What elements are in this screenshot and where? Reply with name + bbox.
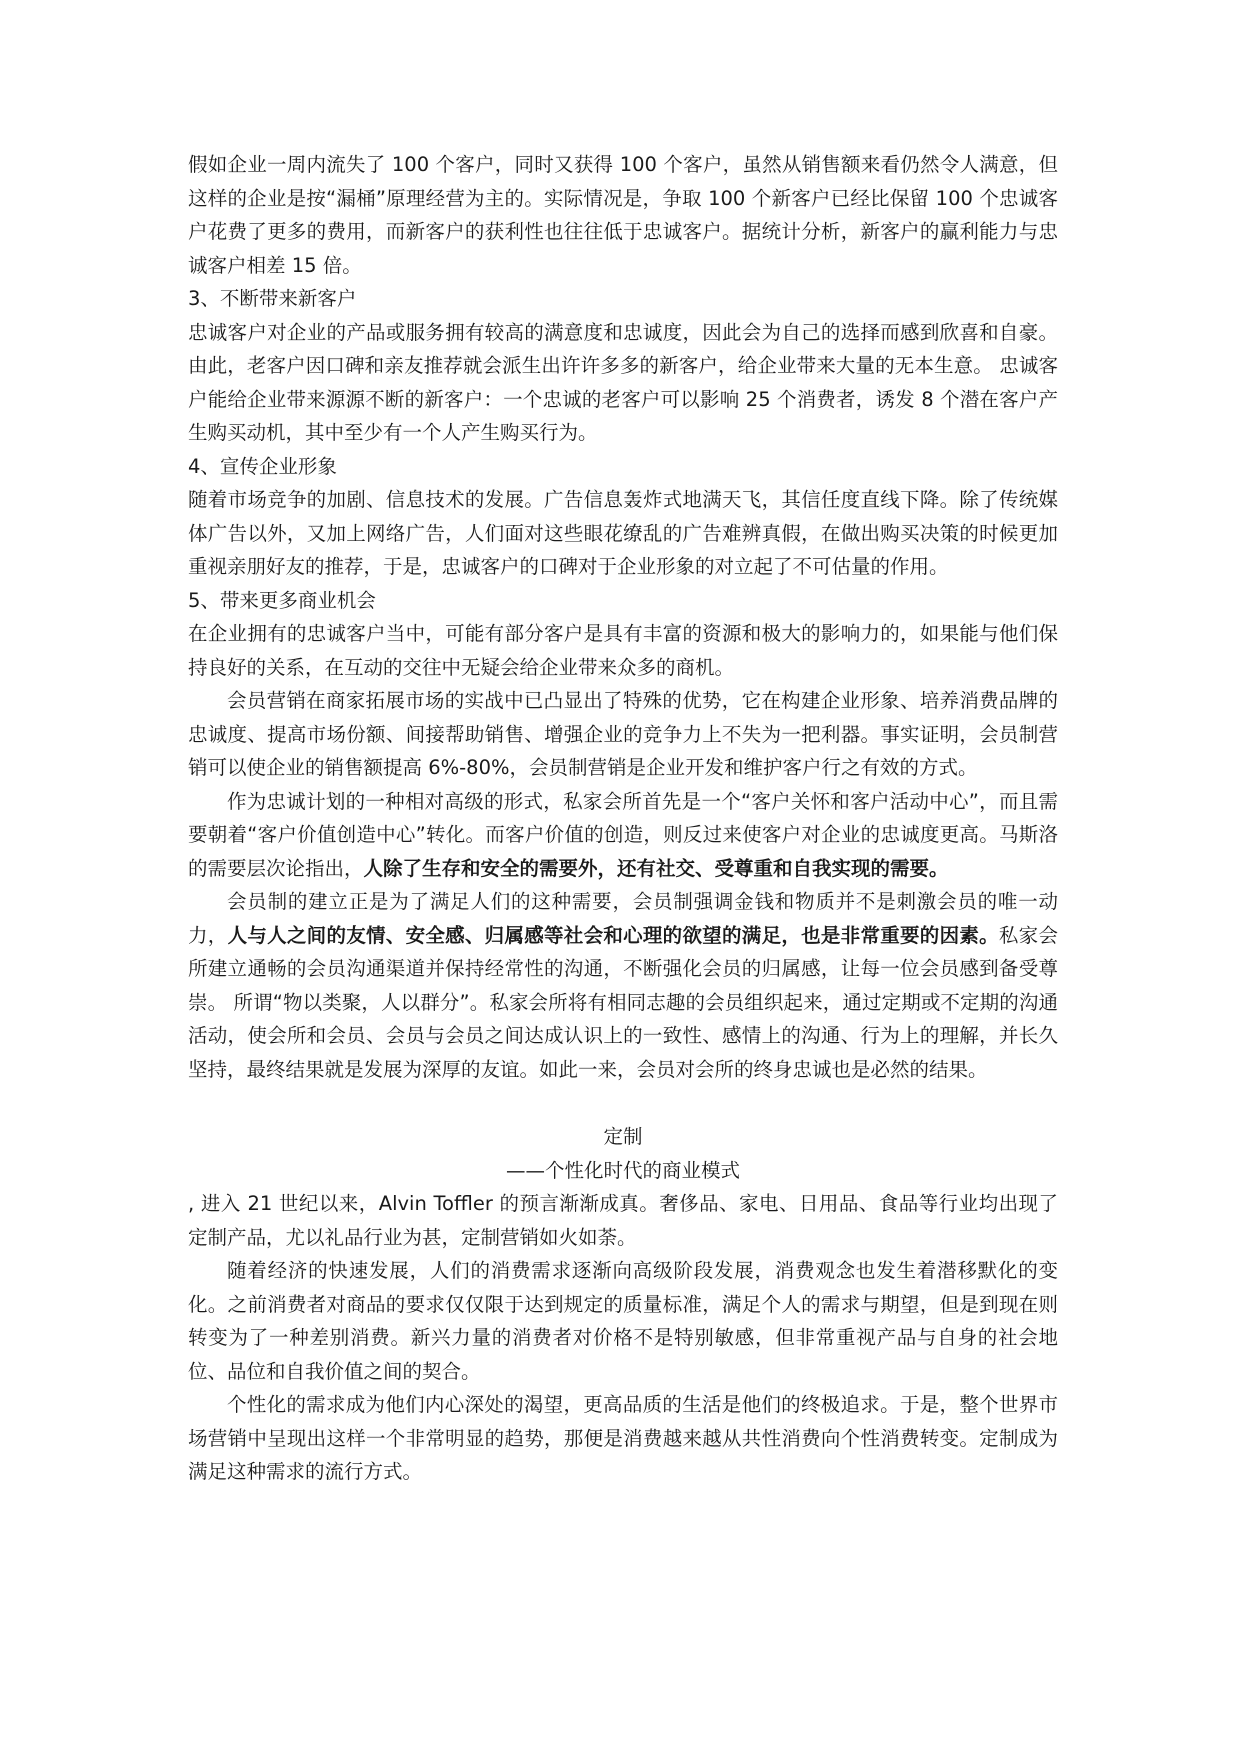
paragraph-customization-intro: , 进入 21 世纪以来，Alvin Toffler 的预言渐渐成真。奢侈品、家电、日用品、食品等行业均出现了定制产品，尤以礼品行业为甚，定制营销如火如荼。 bbox=[188, 1192, 1058, 1249]
section-heading-new-customers: 3、不断带来新客户 bbox=[188, 287, 357, 310]
paragraph-membership-system-emphasis: 人与人之间的友情、安全感、归属感等社会和心理的欲望的满足，也是非常重要的因素。 bbox=[227, 923, 999, 947]
paragraph-brand-image: 随着市场竞争的加剧、信息技术的发展。广告信息轰炸式地满天飞，其信任度直线下降。除了传统媒体广告以外，又加上网络广告，人们面对这些眼花缭乱的广告难辨真假，在做出购买决策的时候更加重视亲朋好友的推荐，于是，忠诚客户的口碑对于企业形象的对立起了不可估量的作用。 bbox=[188, 488, 1058, 578]
paragraph-membership-system-rest: 私家会所建立通畅的会员沟通渠道并保持经常性的沟通，不断强化会员的归属感，让每一位会员感到备受尊崇。 所谓“物以类聚，人以群分”。私家会所将有相同志趣的会员组织起来，通过定期或不定期的沟通活动，使会所和会员、会员与会员之间达成认识上的一致性、感情上的沟通、行为上的理解，并长久坚持，最终结果就是发展为深厚的友谊。如此一来，会员对会所的终身忠诚也是必然的结果。 bbox=[188, 923, 1058, 1081]
article-title: 定制 bbox=[603, 1125, 643, 1148]
paragraph-membership-system-text: 会员制的建立正是为了满足人们的这种需要，会员制强调金钱和物质并不是刺激会员的唯一动力， bbox=[188, 890, 1058, 947]
paragraph-private-club-emphasis: 人除了生存和安全的需要外，还有社交、受尊重和自我实现的需要。 bbox=[363, 856, 949, 880]
paragraph-consumption-change: 随着经济的快速发展，人们的消费需求逐渐向高级阶段发展，消费观念也发生着潜移默化的变化。之前消费者对商品的要求仅仅限于达到规定的质量标准，满足个人的需求与期望，但是到现在则转变为了一种差别消费。新兴力量的消费者对价格不是特别敏感，但非常重视产品与自身的社会地位、品位和自我价值之间的契合。 bbox=[188, 1259, 1058, 1383]
section-heading-business-opportunities: 5、带来更多商业机会 bbox=[188, 588, 376, 612]
paragraph-private-club bbox=[188, 785, 1058, 886]
section-spacer bbox=[188, 1086, 1058, 1120]
article-subtitle: ——个性化时代的商业模式 bbox=[505, 1158, 740, 1182]
paragraph-churn: 假如企业一周内流失了 100 个客户，同时又获得 100 个客户，虽然从销售额来看仍然令人满意，但这样的企业是按“漏桶”原理经营为主的。实际情况是，争取 100 个新客户已经比保留 100 个忠诚客户花费了更多的费用，而新客户的获利性也往往低于忠诚客户。据统计分析，新客户的赢利能力与忠诚客户相差 15 倍。 bbox=[188, 153, 1058, 277]
paragraph-new-customers: 忠诚客户对企业的产品或服务拥有较高的满意度和忠诚度，因此会为自己的选择而感到欣喜和自豪。由此，老客户因口碑和亲友推荐就会派生出许许多多的新客户，给企业带来大量的无本生意。 忠诚客户能给企业带来源源不断的新客户：一个忠诚的老客户可以影响 25 个消费者，诱发 8 个潜在客户产生购买动机，其中至少有一个人产生购买行为。 bbox=[188, 320, 1058, 444]
section-heading-brand-image: 4、宣传企业形象 bbox=[188, 454, 337, 478]
paragraph-personalization-trend: 个性化的需求成为他们内心深处的渴望，更高品质的生活是他们的终极追求。于是，整个世界市场营销中呈现出这样一个非常明显的趋势，那便是消费越来越从共性消费向个性消费转变。定制成为满足这种需求的流行方式。 bbox=[188, 1393, 1058, 1483]
paragraph-private-club-text: 作为忠诚计划的一种相对高级的形式，私家会所首先是一个“客户关怀和客户活动中心”，而且需要朝着“客户价值创造中心”转化。而客户价值的创造，则反过来使客户对企业的忠诚度更高。马斯洛的需要层次论指出， bbox=[188, 789, 1058, 880]
paragraph-business-opportunities: 在企业拥有的忠诚客户当中，可能有部分客户是具有丰富的资源和极大的影响力的，如果能与他们保持良好的关系，在互动的交往中无疑会给企业带来众多的商机。 bbox=[188, 622, 1058, 679]
paragraph-membership-marketing: 会员营销在商家拓展市场的实战中已凸显出了特殊的优势，它在构建企业形象、培养消费品牌的忠诚度、提高市场份额、间接帮助销售、增强企业的竞争力上不失为一把利器。事实证明，会员制营销可以使企业的销售额提高 6%-80%，会员制营销是企业开发和维护客户行之有效的方式。 bbox=[188, 689, 1058, 779]
document-body bbox=[188, 148, 1058, 1489]
paragraph-membership-system bbox=[188, 885, 1058, 1086]
